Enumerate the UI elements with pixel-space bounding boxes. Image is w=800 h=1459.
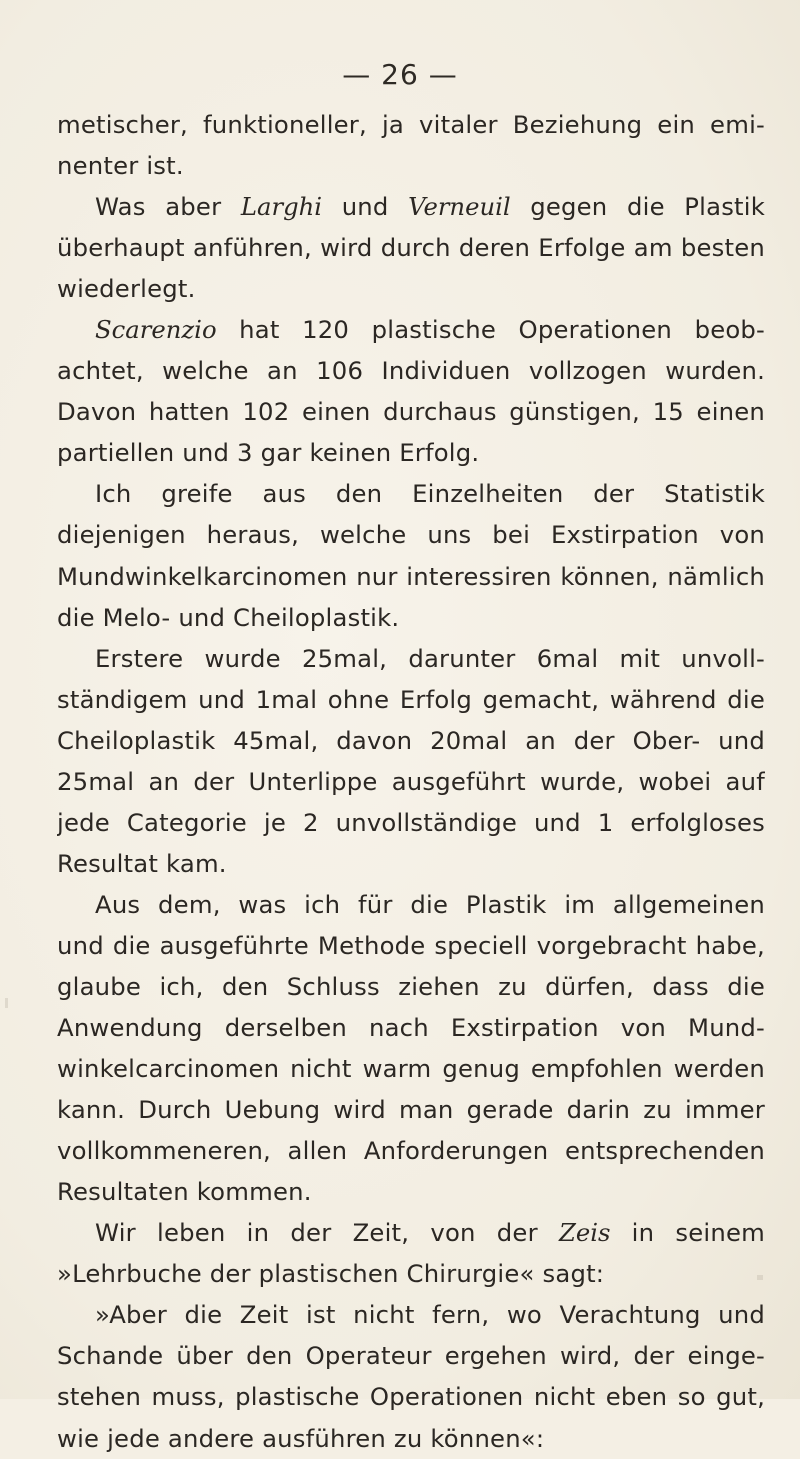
- text-line: die Melo- und Cheiloplastik.: [57, 602, 400, 632]
- author-name: Scarenzio: [95, 315, 217, 345]
- text-line: jede Categorie je 2 unvollständige und 1 erfolgloses: [57, 807, 765, 837]
- scan-speck: [5, 998, 8, 1008]
- text-line: glaube ich, den Schluss ziehen zu dürfen, dass die: [57, 971, 765, 1001]
- text-line: und die ausgeführte Methode speciell vorgebracht habe,: [57, 930, 765, 960]
- text-line: »Lehrbuche der plastischen Chirurgie« sagt:: [57, 1259, 605, 1289]
- text-segment: hat 120 plastische Operationen beob-: [216, 315, 765, 345]
- text-segment: gegen die Plastik: [510, 192, 765, 222]
- text-line: [57, 309, 765, 350]
- text-line: [57, 186, 765, 227]
- text-line: partiellen und 3 gar keinen Erfolg.: [57, 438, 480, 468]
- text-line: stehen muss, plastische Operationen nicht eben so gut,: [57, 1382, 765, 1412]
- text-segment: Was aber: [95, 192, 241, 222]
- text-segment: und: [322, 192, 409, 222]
- text-line: Resultaten kommen.: [57, 1177, 312, 1207]
- text-line: kann. Durch Uebung wird man gerade darin zu immer: [57, 1095, 765, 1125]
- text-line: Mundwinkelkarcinomen nur interessiren können, nämlich: [57, 561, 765, 591]
- body-text: [57, 104, 765, 1459]
- text-line: Resultat kam.: [57, 848, 227, 878]
- text-line: überhaupt anführen, wird durch deren Erfolge am besten: [57, 233, 765, 263]
- text-line: Erstere wurde 25mal, darunter 6mal mit unvoll-: [95, 643, 765, 673]
- text-line: [57, 1212, 765, 1253]
- text-line: Aus dem, was ich für die Plastik im allgemeinen: [95, 889, 765, 919]
- text-line: nenter ist.: [57, 151, 184, 181]
- text-line: Davon hatten 102 einen durchaus günstigen, 15 einen: [57, 397, 765, 427]
- text-line: Anwendung derselben nach Exstirpation von Mund-: [57, 1013, 765, 1043]
- text-line: wie jede andere ausführen zu können«:: [57, 1423, 545, 1453]
- text-line: Schande über den Operateur ergehen wird, der einge-: [57, 1341, 765, 1371]
- text-line: Ich greife aus den Einzelheiten der Statistik: [95, 479, 765, 509]
- text-segment: Wir leben in der Zeit, von der: [95, 1218, 559, 1248]
- text-line: wiederlegt.: [57, 274, 196, 304]
- text-line: ständigem und 1mal ohne Erfolg gemacht, während die: [57, 684, 765, 714]
- text-line: 25mal an der Unterlippe ausgeführt wurde, wobei auf: [57, 766, 765, 796]
- author-name: Larghi: [240, 192, 323, 222]
- text-line: diejenigen heraus, welche uns bei Exstirpation von: [57, 520, 765, 550]
- text-line: winkelcarcinomen nicht warm genug empfohlen werden: [57, 1054, 765, 1084]
- author-name: Verneuil: [408, 192, 511, 222]
- author-name: Zeis: [558, 1218, 611, 1248]
- scan-speck: [757, 1275, 763, 1280]
- text-line: »Aber die Zeit ist nicht fern, wo Verachtung und: [95, 1300, 765, 1330]
- text-segment: in seinem: [610, 1218, 765, 1248]
- text-line: Cheiloplastik 45mal, davon 20mal an der Ober- und: [57, 725, 765, 755]
- text-line: vollkommeneren, allen Anforderungen entsprechenden: [57, 1136, 765, 1166]
- page-number: — 26 —: [342, 58, 458, 91]
- text-line: achtet, welche an 106 Individuen vollzogen wurden.: [57, 356, 765, 386]
- text-line: metischer, funktioneller, ja vitaler Beziehung ein emi-: [57, 110, 765, 139]
